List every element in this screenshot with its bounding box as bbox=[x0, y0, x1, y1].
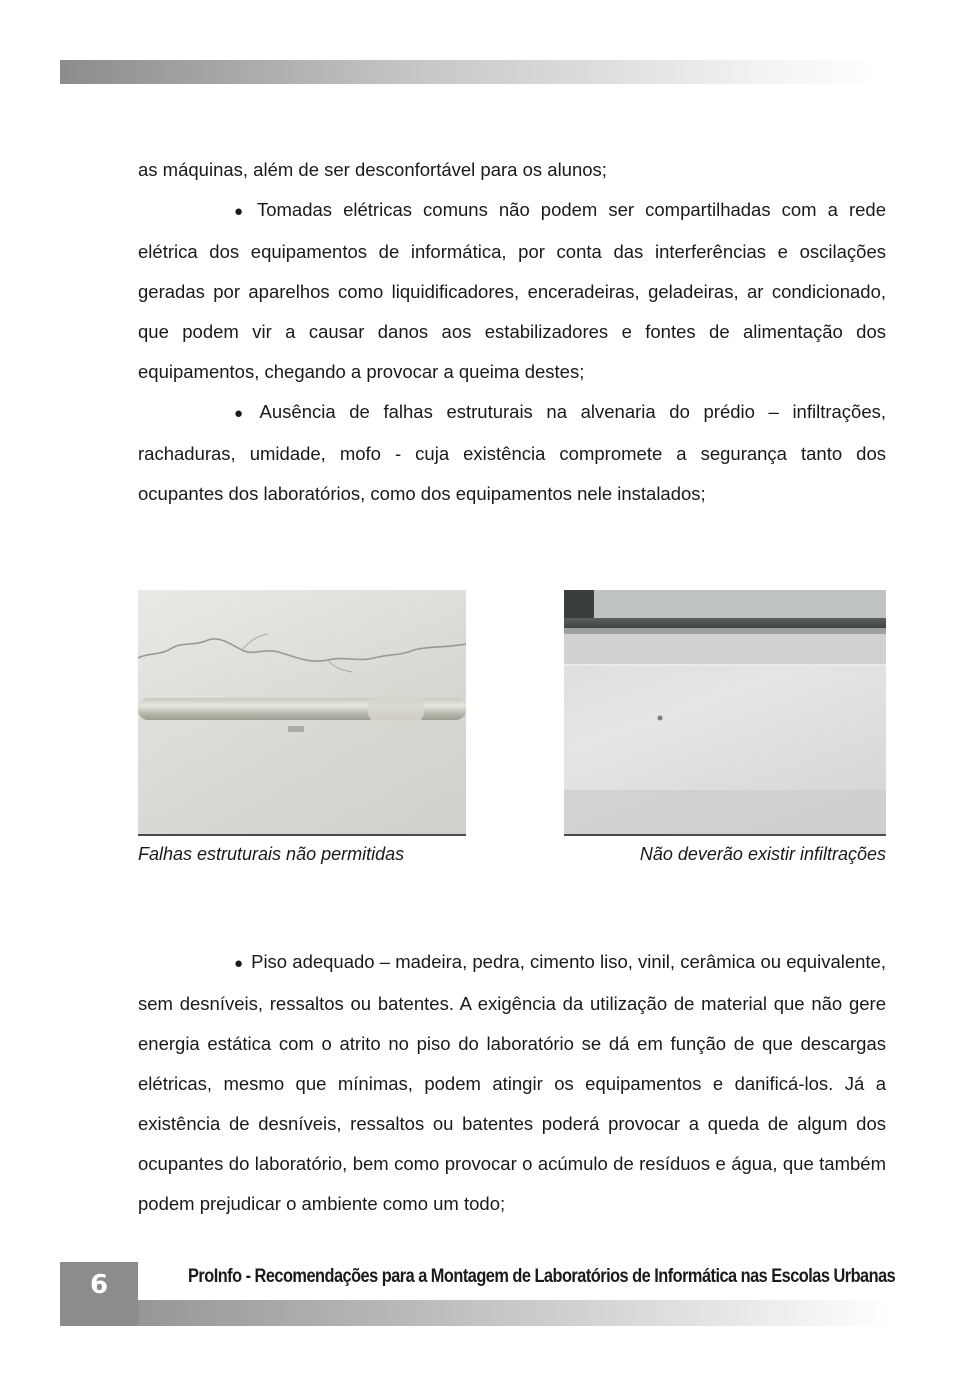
bullet-paragraph-structural-text: Ausência de falhas estruturais na alvenaria do prédio – infiltrações, rachaduras, umidade, mofo - cuja existência compromete a segurança tanto dos ocupantes dos laboratórios, como dos equipamentos nele instalados; bbox=[138, 401, 887, 504]
page-number-box bbox=[60, 1262, 138, 1326]
bullet-icon: ● bbox=[234, 955, 244, 972]
footer-title: ProInfo - Recomendações para a Montagem de Laboratórios de Informática nas Escolas Urbanas bbox=[188, 1266, 896, 1287]
bullet-paragraph-structural bbox=[138, 392, 886, 514]
footer-gradient-bar bbox=[60, 1300, 890, 1326]
bullet-paragraph-outlets bbox=[138, 190, 886, 392]
photo-infiltrations bbox=[564, 590, 886, 836]
paragraph-continuation: as máquinas, além de ser desconfortável para os alunos; bbox=[138, 159, 607, 180]
cracked-wall-image bbox=[138, 590, 466, 834]
page-number: 6 bbox=[89, 1270, 109, 1300]
photo-structural-failures bbox=[138, 590, 466, 836]
figure-caption-left: Falhas estruturais não permitidas bbox=[138, 844, 405, 864]
header-gradient-bar bbox=[60, 60, 880, 84]
bullet-paragraph-outlets-text: Tomadas elétricas comuns não podem ser compartilhadas com a rede elétrica dos equipamentos de informática, por conta das interferências e oscilações geradas por aparelhos como liquidificadores, enceradeiras, geladeiras, ar condicionado, que podem vir a causar danos aos estabilizadores e fontes de alimentação dos equipamentos, chegando a provocar a queima destes; bbox=[138, 199, 887, 382]
bullet-icon: ● bbox=[234, 405, 252, 422]
bullet-paragraph-floor bbox=[138, 942, 886, 1224]
bullet-icon: ● bbox=[234, 203, 249, 220]
body-text-top bbox=[138, 150, 886, 514]
figure-caption-right: Não deverão existir infiltrações bbox=[639, 844, 886, 864]
bullet-paragraph-floor-text: Piso adequado – madeira, pedra, cimento liso, vinil, cerâmica ou equivalente, sem desníveis, ressaltos ou batentes. A exigência da utilização de material que não gere energia estática com o atrito no piso do laboratório se dá em função de que descargas elétricas, mesmo que mínimas, podem atingir os equipamentos e danificá-los. Já a existência de desníveis, ressaltos ou batentes poderá provocar a queda de algum dos ocupantes do laboratório, bem como provocar o acúmulo de resíduos e água, que também podem prejudicar o ambiente como um todo; bbox=[138, 951, 886, 1214]
infiltration-wall-image bbox=[564, 590, 886, 834]
body-text-bottom bbox=[138, 942, 886, 1224]
